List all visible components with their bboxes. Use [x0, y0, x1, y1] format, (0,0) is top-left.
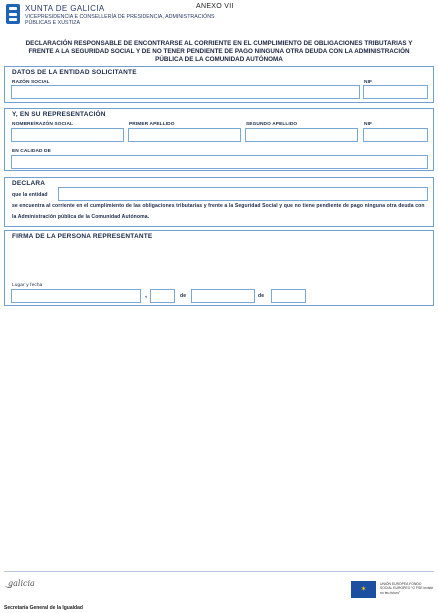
section-entity [4, 66, 434, 103]
eu-caption: UNIÓN EUROPEA FONDO SOCIAL EUROPEO "O FSE inviste no teu futuro" [380, 582, 434, 595]
rep-nif-label: NIF [364, 122, 373, 127]
month-field[interactable] [191, 289, 255, 303]
rep-name-label: NOMBRE/RAZÓN SOCIAL [12, 122, 74, 127]
declaration-text: se encuentra al corriente en el cumplimiento de las obligaciones tributarias y frente a la Seguridad Social y que no tiene pendiente de pago ninguna otra deuda con la Administración pública de la Comunidad Autónoma. [12, 203, 425, 220]
year-field[interactable] [271, 289, 306, 303]
section-title: Y, EN SU REPRESENTACIÓN [12, 111, 106, 118]
rep-surname1-label: PRIMER APELLIDO [129, 122, 175, 127]
de-label-2: de [258, 293, 265, 299]
rep-name-field[interactable] [11, 128, 124, 142]
de-label-1: de [180, 293, 187, 299]
declaration-entity-field[interactable] [58, 187, 428, 201]
rep-surname2-label: SEGUNDO APELLIDO [246, 122, 298, 127]
section-title: DECLARA [12, 180, 46, 187]
entity-name-field[interactable] [11, 85, 360, 99]
rep-surname2-field[interactable] [245, 128, 358, 142]
eu-flag-icon: ✶ [351, 581, 376, 598]
document-title: DECLARACIÓN RESPONSABLE DE ENCONTRARSE AL CORRIENTE EN EL CUMPLIMIENTO DE OBLIGACIONES TRIBUTARIAS Y FRENTE A LA SEGURIDAD SOCIAL Y DE NO TENER PENDIENTE DE PAGO NINGUNA OTRA DEUDA CON LA ADMINISTRACIÓN PÚBLICA DE LA COMUNIDAD AUTÓNOMA [25, 40, 413, 64]
rep-role-field[interactable] [11, 155, 428, 169]
section-title: FIRMA DE LA PERSONA REPRESENTANTE [12, 233, 153, 240]
rep-nif-field[interactable] [363, 128, 428, 142]
xunta-emblem-icon [6, 4, 20, 24]
place-field[interactable] [11, 289, 141, 303]
entity-nif-label: NIF [364, 80, 373, 85]
entity-nif-field[interactable] [363, 85, 428, 99]
rep-role-label: EN CALIDAD DE [12, 149, 51, 154]
footer-divider [4, 571, 434, 572]
day-field[interactable] [150, 289, 175, 303]
section-title: DATOS DE LA ENTIDAD SOLICITANTE [12, 69, 137, 76]
galicia-logo-text: galicia [8, 579, 35, 588]
rep-surname1-field[interactable] [128, 128, 241, 142]
section-representative [4, 108, 434, 171]
logo-subtitle: VICEPRESIDENCIA E CONSELLERÍA DE PRESIDENCIA, ADMINISTRACIÓNS PÚBLICAS E XUSTIZA [25, 14, 215, 27]
entity-name-label: RAZÓN SOCIAL [12, 80, 50, 85]
section-declaration [4, 177, 434, 227]
secretaria-label: Secretaría General de la Igualdad [4, 605, 83, 611]
declaration-entity-prefix: que la entidad [12, 192, 48, 198]
place-date-label: Lugar y fecha [12, 283, 43, 288]
annex-label: ANEXO VII [196, 3, 234, 10]
comma-separator: , [145, 292, 148, 299]
logo-name: XUNTA DE GALICIA [25, 4, 105, 13]
section-signature [4, 230, 434, 306]
